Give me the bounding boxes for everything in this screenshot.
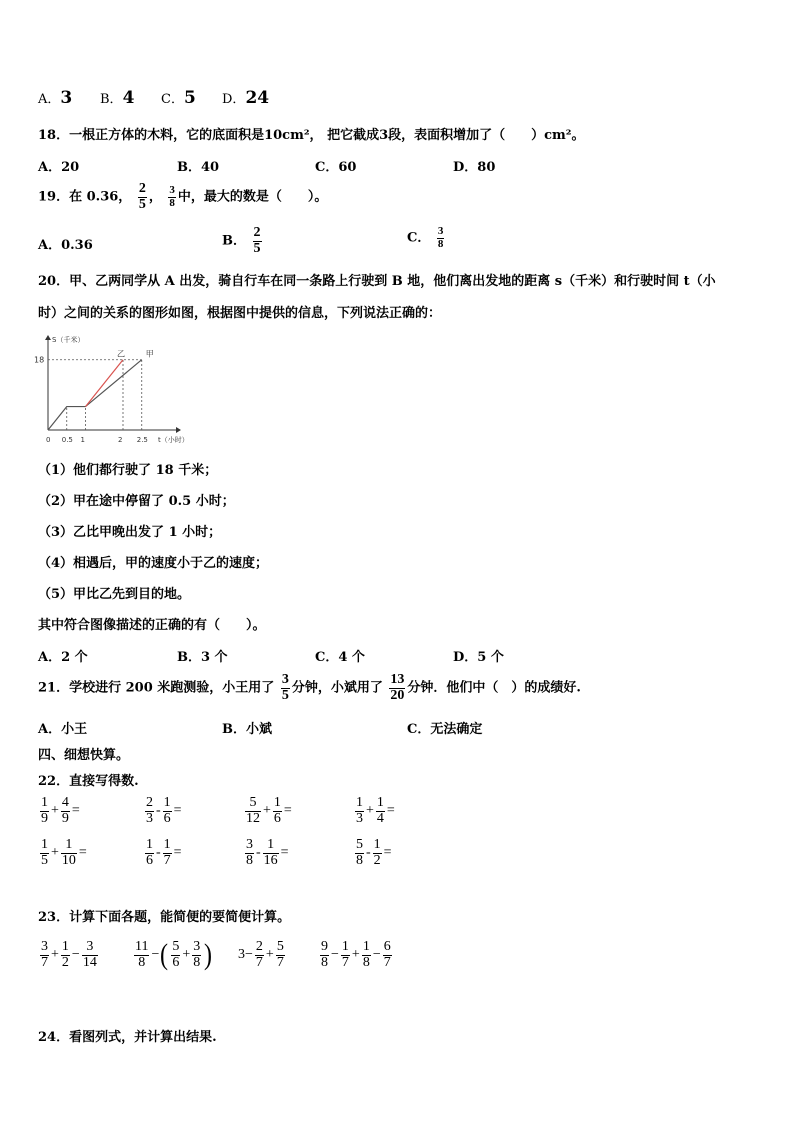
- q20-stem-line2: 时）之间的关系的图形如图，根据图中提供的信息，下列说法正确的：: [38, 306, 442, 321]
- q20-option-b[interactable]: B．3 个: [177, 650, 228, 665]
- q17-option-a[interactable]: A．3: [38, 88, 73, 108]
- q20-statement-3: （3）乙比甲晚出发了 1 小时；: [38, 525, 222, 540]
- q22-expression: $\frac{1}{3}$ + $\frac{1}{4}$ =: [356, 795, 395, 826]
- q18-option-a[interactable]: A．20: [38, 160, 80, 175]
- q22-expression: $\frac{2}{3}$ - $\frac{1}{6}$ =: [146, 795, 182, 826]
- distance-time-chart: [30, 330, 190, 445]
- q22-expression: $\frac{5}{12}$ + $\frac{1}{6}$ =: [246, 795, 292, 826]
- q21-option-b[interactable]: B．小斌: [222, 722, 272, 737]
- q22-expression: $\frac{1}{6}$ - $\frac{1}{7}$ =: [146, 837, 182, 868]
- q21-option-c[interactable]: C．无法确定: [407, 722, 483, 737]
- q20-option-a[interactable]: A．2 个: [38, 650, 88, 665]
- q20-option-d[interactable]: D．5 个: [453, 650, 504, 665]
- y-axis-label: S（千米）: [52, 336, 85, 344]
- x-tick-label: 0: [46, 436, 51, 444]
- q22-stem: 22．直接写得数.: [38, 774, 139, 789]
- q23-expression-1: $\frac{3}{7}$ + $\frac{1}{2}$ − $\frac{3}{14}$: [41, 939, 97, 970]
- q19-fraction-2: $\frac{3}{8}$: [169, 184, 175, 209]
- q20-statement-1: （1）他们都行驶了 18 千米；: [38, 463, 218, 478]
- x-axis-arrow: [176, 427, 181, 433]
- q18-stem: 18．一根正方体的木料，它的底面积是10cm²， 把它截成3段，表面积增加了（ ）cm²。: [38, 128, 585, 143]
- q20-option-c[interactable]: C．4 个: [315, 650, 365, 665]
- q22-expression: $\frac{1}{5}$ + $\frac{1}{10}$ =: [41, 837, 87, 868]
- q20-statement-4: （4）相遇后，甲的速度小于乙的速度；: [38, 556, 269, 571]
- series-label: 甲: [145, 349, 154, 359]
- q19-option-b[interactable]: B． $\frac{2}{5}$: [222, 225, 261, 256]
- q19-option-c[interactable]: C． $\frac{3}{8}$: [407, 225, 444, 250]
- section-4-heading: 四、细想快算。: [38, 748, 130, 763]
- q17-option-d[interactable]: D．24: [222, 88, 270, 108]
- x-tick-label: 2: [118, 436, 123, 444]
- q20-stem-line1: 20．甲、乙两同学从 A 出发，骑自行车在同一条路上行驶到 B 地，他们离出发地的距离 s（千米）和行驶时间 t（小: [38, 274, 716, 289]
- x-tick-label: 0.5: [61, 436, 73, 444]
- y-tick-label: 18: [34, 355, 45, 365]
- q24-stem: 24．看图列式，并计算出结果.: [38, 1030, 217, 1045]
- q23-expression-3: 3− $\frac{2}{7}$ + $\frac{5}{7}$: [238, 939, 284, 970]
- q19-option-a[interactable]: A．0.36: [38, 238, 93, 253]
- x-tick-label: 1: [80, 436, 85, 444]
- q23-expression-4: $\frac{9}{8}$ − $\frac{1}{7}$ + $\frac{1}{8}$ − $\frac{6}{7}$: [321, 939, 391, 970]
- q22-expression: $\frac{3}{8}$ - $\frac{1}{16}$ =: [246, 837, 289, 868]
- q18-option-c[interactable]: C．60: [315, 160, 357, 175]
- q21-stem: 21．学校进行 200 米跑测验，小王用了 $\frac{3}{5}$ 分钟，小斌用了 $\frac{13}{20}$ 分钟．他们中（ ）的成绩好.: [38, 672, 581, 703]
- q20-statement-2: （2）甲在途中停留了 0.5 小时；: [38, 494, 235, 509]
- q17-option-c[interactable]: C．5: [161, 88, 196, 108]
- q21-fraction-1: $\frac{3}{5}$: [281, 672, 289, 703]
- q18-option-b[interactable]: B．40: [177, 160, 220, 175]
- q22-expression: $\frac{5}{8}$ - $\frac{1}{2}$ =: [356, 837, 392, 868]
- q21-fraction-2: $\frac{13}{20}$: [390, 672, 405, 703]
- q23-expression-2: $\frac{11}{8}$ −( $\frac{5}{6}$ + $\frac{3}{8}$ ): [135, 938, 213, 972]
- q21-option-a[interactable]: A．小王: [38, 722, 88, 737]
- q17-option-b[interactable]: B．4: [100, 88, 135, 108]
- q20-statement-5: （5）甲比乙先到目的地。: [38, 587, 191, 602]
- q20-ask: 其中符合图像描述的正确的有（ ）。: [38, 618, 266, 633]
- y-axis-arrow: [45, 335, 51, 340]
- q19-fraction-1: $\frac{2}{5}$: [138, 181, 146, 212]
- series-label: 乙: [117, 349, 125, 359]
- q19-stem: 19．在 0.36， $\frac{2}{5}$ ， $\frac{3}{8}$ 中，最大的数是（ ）。: [38, 181, 328, 212]
- q22-expression: $\frac{1}{9}$ + $\frac{4}{9}$ =: [41, 795, 80, 826]
- series-line-yi: [86, 360, 124, 407]
- x-axis-label: t（小时）: [158, 436, 189, 444]
- q23-stem: 23．计算下面各题，能简便的要简便计算。: [38, 910, 291, 925]
- x-tick-label: 2.5: [136, 436, 148, 444]
- q18-option-d[interactable]: D．80: [453, 160, 496, 175]
